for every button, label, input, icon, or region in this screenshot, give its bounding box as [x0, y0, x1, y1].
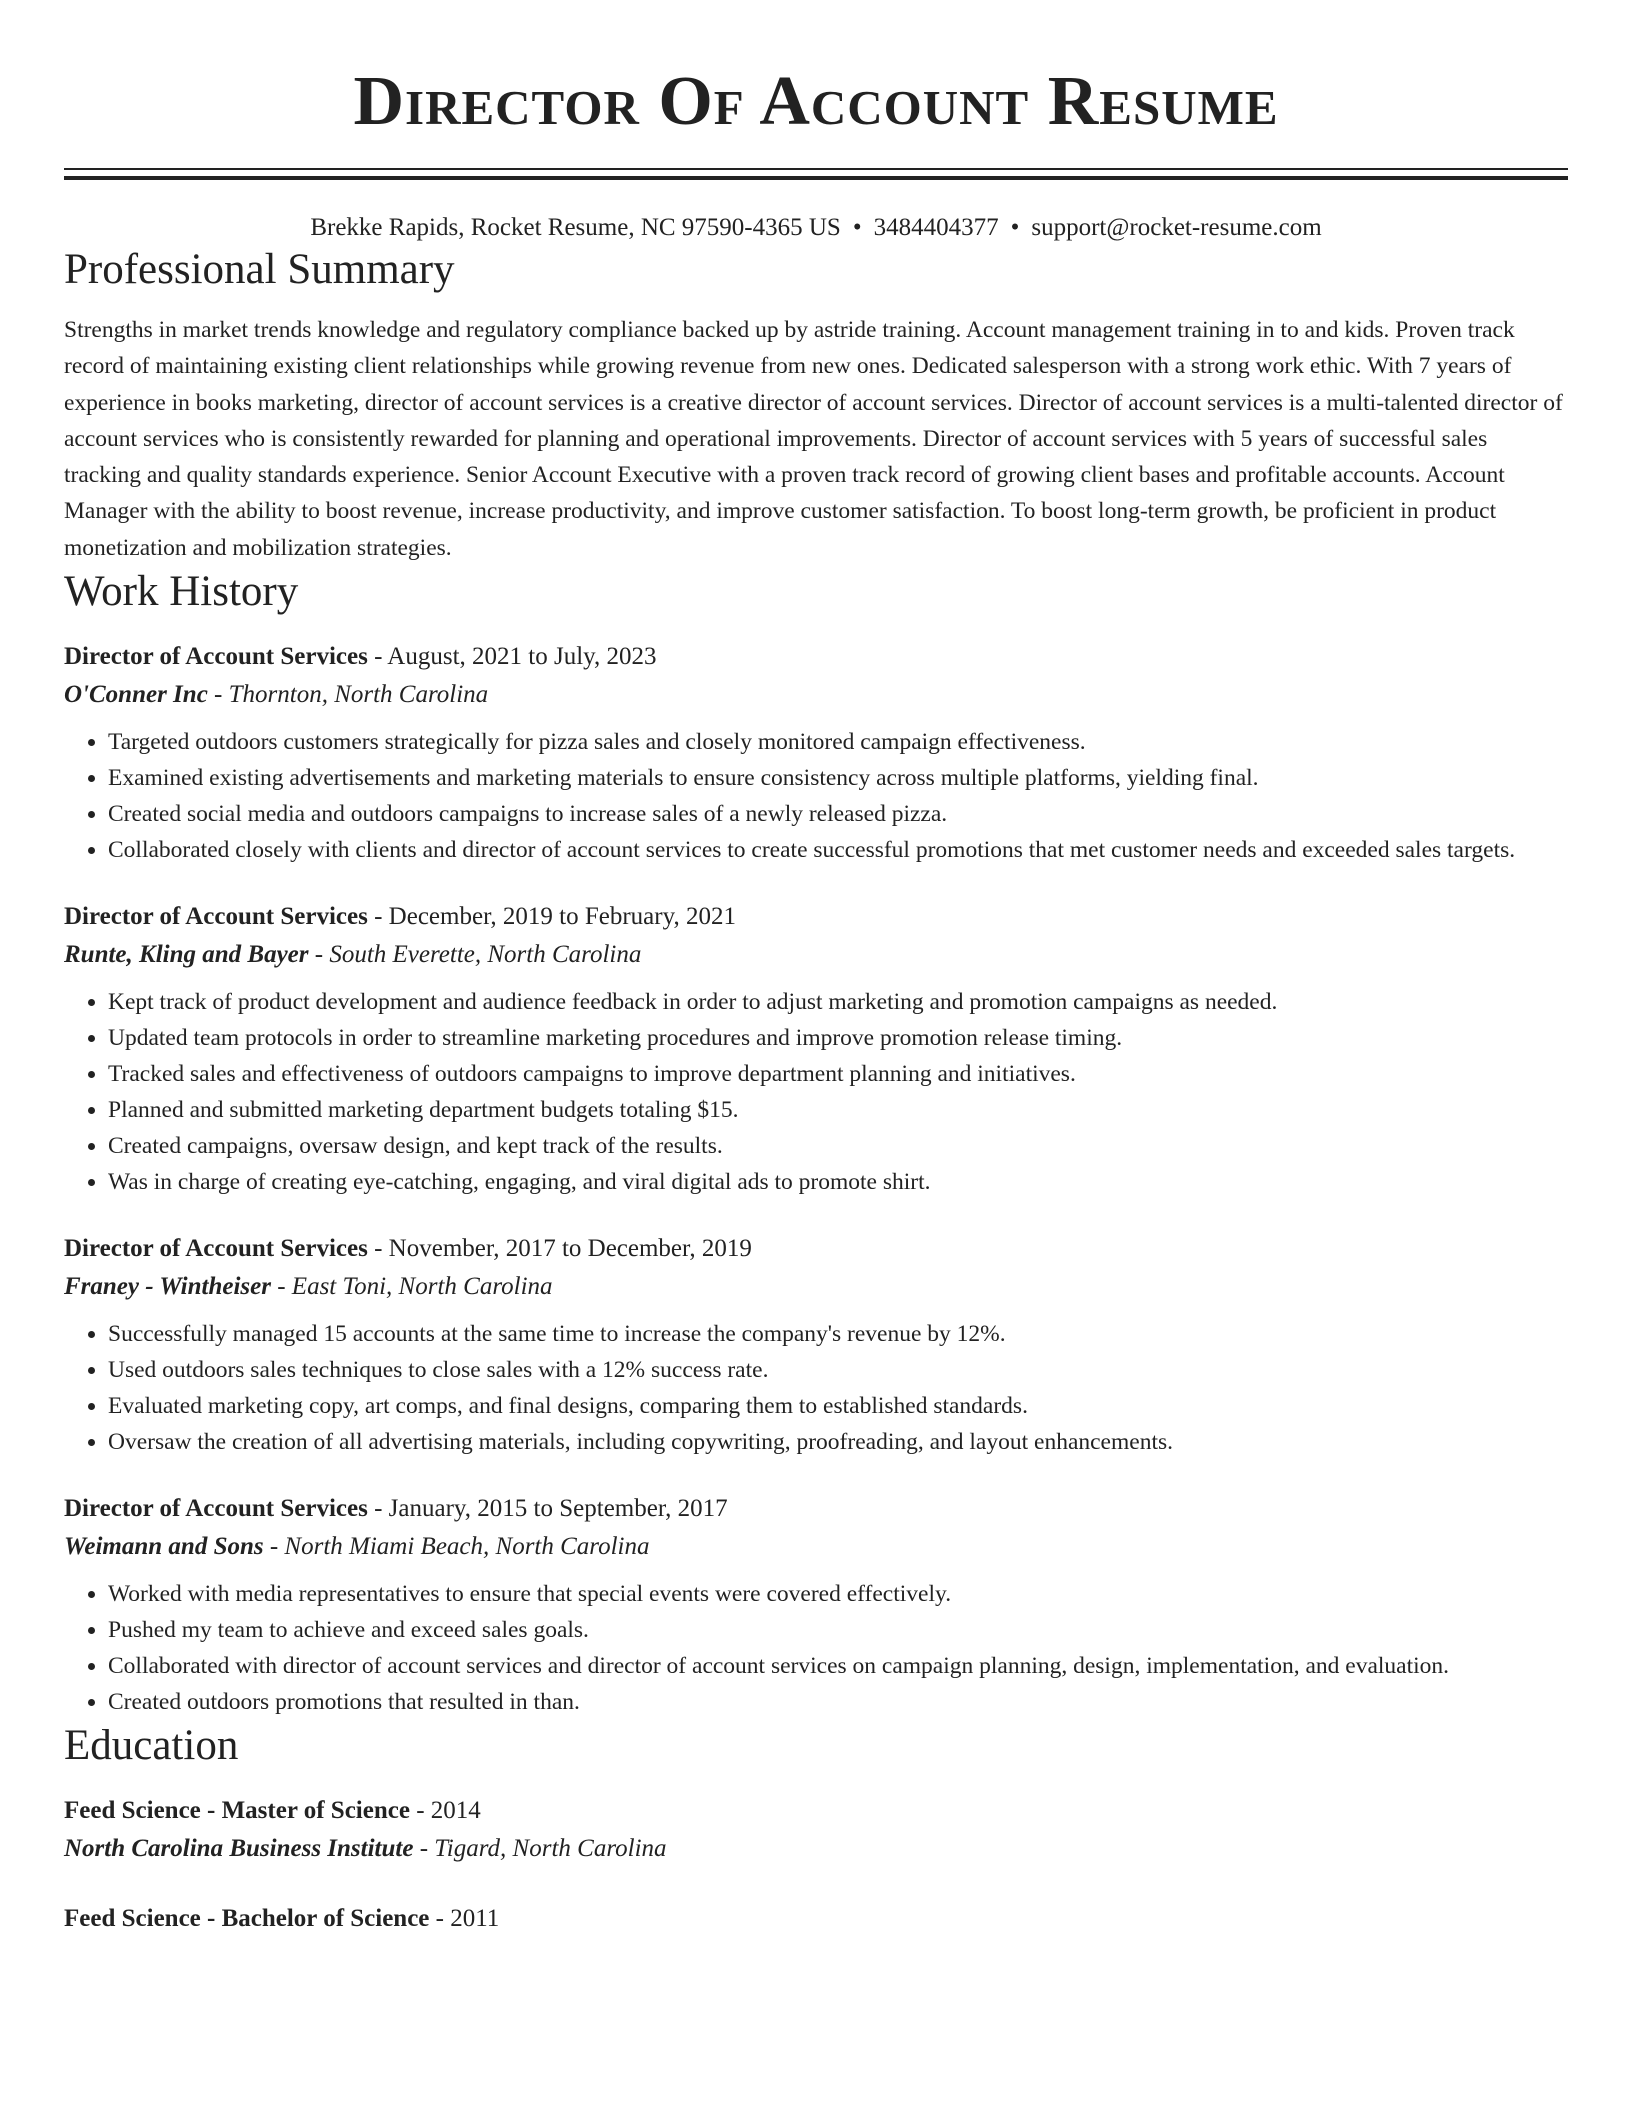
education-entry [64, 1900, 1568, 1938]
job-company: Franey - Wintheiser [64, 1273, 271, 1301]
education-entry [64, 1792, 1568, 1868]
contact-separator: • [1010, 214, 1020, 241]
job-bullet: • Targeted outdoors customers strategically for pizza sales and closely monitored campaign effectiveness. [108, 724, 1568, 760]
education-school: North Carolina Business Institute [64, 1835, 414, 1863]
job-bullet: • Planned and submitted marketing department budgets totaling $15. [108, 1092, 1568, 1128]
job-location: - North Miami Beach, North Carolina [263, 1533, 650, 1561]
job-company-line [64, 936, 1568, 974]
job-bullet: • Oversaw the creation of all advertising materials, including copywriting, proofreading, and layout enhancements. [108, 1424, 1568, 1460]
job-bullets [64, 724, 1568, 868]
job-bullet: • Examined existing advertisements and marketing materials to ensure consistency across multiple platforms, yielding final. [108, 760, 1568, 796]
job-bullet: • Created outdoors promotions that resulted in than. [108, 1684, 1568, 1720]
job-dates: - November, 2017 to December, 2019 [367, 1235, 752, 1263]
title-rule-thin [64, 168, 1568, 170]
job-title: Director of Account Services [64, 1235, 368, 1263]
education-degree-line [64, 1900, 1568, 1938]
job-bullet: • Collaborated closely with clients and director of account services to create successful promotions that met customer needs and exceeded sales targets. [108, 832, 1568, 868]
contact-phone: 3484404377 [873, 214, 999, 241]
job-location: - East Toni, North Carolina [270, 1273, 553, 1301]
job-title-line [64, 898, 1568, 936]
job-bullet: • Used outdoors sales techniques to close sales with a 12% success rate. [108, 1352, 1568, 1388]
education-year: - 2011 [429, 1905, 500, 1933]
job-entry [64, 1490, 1568, 1720]
summary-heading: Professional Summary [64, 246, 455, 293]
job-title-line [64, 1490, 1568, 1528]
job-dates: - January, 2015 to September, 2017 [367, 1495, 728, 1523]
contact-address: Brekke Rapids, Rocket Resume, NC 97590-4365 US [310, 214, 841, 241]
contact-separator: • [852, 214, 862, 241]
job-company-line [64, 1528, 1568, 1566]
job-company: Runte, Kling and Bayer [64, 941, 309, 969]
summary-text: Strengths in market trends knowledge and regulatory compliance backed up by astride training. Account management training in to and kids. Proven track record of maintaining existing client relationships while growing revenue from new ones. Dedicated salesperson with a strong work ethic. With 7 years of experience in books marketing, director of account services is a creative director of account services. Director of account services is a multi-talented director of account services who is consistently rewarded for planning and operational improvements. Director of account services with 5 years of successful sales tracking and quality standards experience. Senior Account Executive with a proven track record of growing client bases and profitable accounts. Account Manager with the ability to boost revenue, increase productivity, and improve customer satisfaction. To boost long-term growth, be proficient in product monetization and mobilization strategies. [64, 317, 1563, 561]
contact-email: support@rocket-resume.com [1031, 214, 1322, 241]
job-title-line [64, 1230, 1568, 1268]
resume-page [64, 0, 1568, 1938]
job-bullets [64, 1316, 1568, 1460]
education-degree-line [64, 1792, 1568, 1830]
education-degree: Feed Science - Master of Science [64, 1797, 410, 1825]
contact-line [64, 212, 1568, 244]
job-bullet: • Pushed my team to achieve and exceed sales goals. [108, 1612, 1568, 1648]
education-location: - Tigard, North Carolina [413, 1835, 667, 1863]
job-bullets [64, 1576, 1568, 1720]
job-bullet: • Successfully managed 15 accounts at the same time to increase the company's revenue by 12%. [108, 1316, 1568, 1352]
job-company: O'Conner Inc [64, 681, 208, 709]
education-degree: Feed Science - Bachelor of Science [64, 1905, 430, 1933]
job-bullet: • Collaborated with director of account services and director of account services on campaign planning, design, implementation, and evaluation. [108, 1648, 1568, 1684]
job-bullet: • Worked with media representatives to ensure that special events were covered effectively. [108, 1576, 1568, 1612]
job-company: Weimann and Sons [64, 1533, 264, 1561]
job-bullets [64, 984, 1568, 1200]
job-bullet: • Created social media and outdoors campaigns to increase sales of a newly released pizza. [108, 796, 1568, 832]
job-entry [64, 898, 1568, 1200]
job-bullet: • Created campaigns, oversaw design, and kept track of the results. [108, 1128, 1568, 1164]
title-rule-thick [64, 176, 1568, 180]
job-title: Director of Account Services [64, 1495, 368, 1523]
job-title-line [64, 638, 1568, 676]
job-dates: - August, 2021 to July, 2023 [367, 643, 657, 671]
job-company-line [64, 676, 1568, 714]
job-title: Director of Account Services [64, 643, 368, 671]
job-entry [64, 638, 1568, 868]
resume-title: Director Of Account Resume [353, 63, 1279, 140]
education-heading: Education [64, 1722, 239, 1770]
education-year: - 2014 [409, 1797, 481, 1825]
work-history-heading: Work History [64, 568, 299, 616]
job-company-line [64, 1268, 1568, 1306]
job-bullet: • Tracked sales and effectiveness of outdoors campaigns to improve department planning and initiatives. [108, 1056, 1568, 1092]
job-entry [64, 1230, 1568, 1460]
job-location: - South Everette, North Carolina [308, 941, 642, 969]
job-bullet: • Kept track of product development and audience feedback in order to adjust marketing and promotion campaigns as needed. [108, 984, 1568, 1020]
job-dates: - December, 2019 to February, 2021 [367, 903, 736, 931]
job-bullet: • Evaluated marketing copy, art comps, and final designs, comparing them to established standards. [108, 1388, 1568, 1424]
job-bullet: • Updated team protocols in order to streamline marketing procedures and improve promotion release timing. [108, 1020, 1568, 1056]
job-location: - Thornton, North Carolina [207, 681, 489, 709]
job-title: Director of Account Services [64, 903, 368, 931]
job-bullet: • Was in charge of creating eye-catching, engaging, and viral digital ads to promote shirt. [108, 1164, 1568, 1200]
education-school-line [64, 1830, 1568, 1868]
